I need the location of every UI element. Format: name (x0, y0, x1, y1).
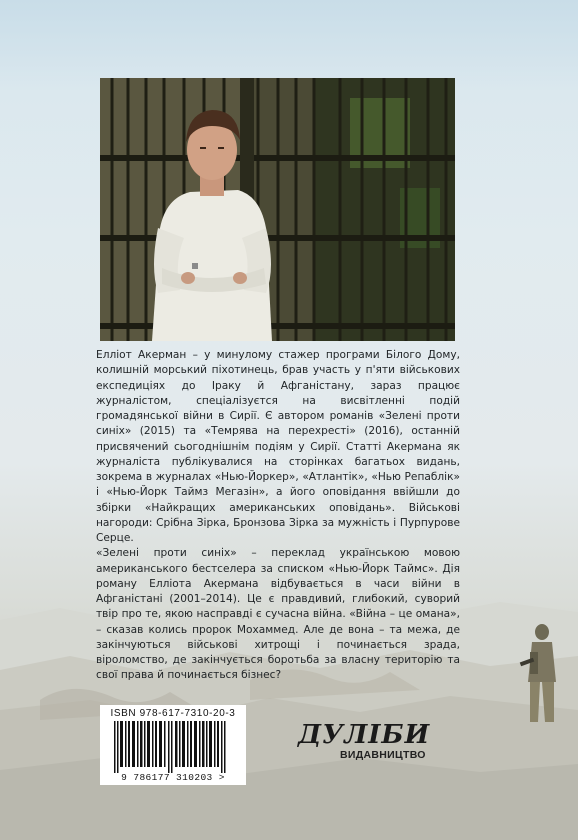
soldier-figure (512, 622, 562, 732)
bio-paragraph-book: «Зелені проти синіх» – переклад українською мовою американського бестселера за списком «Нью-Йорк Таймс». Дія роману Елліота Акермана відбувається в часи війни в Афганістані (2001–2014). Це є правдивий, глибокий, суворий твір про те, якою насправді є сучасна війна. «Війна – це омана», – сказав колись пророк Мохаммед. Але де вона – та межа, де закінчуються військові хитрощі і починається зрада, віроломство, де закінчується боротьба за власну територію та свої права й починається бізнес? (96, 547, 460, 682)
sky-haze (0, 0, 578, 90)
publisher-name: ДУЛІБИ (298, 720, 431, 750)
author-bio (96, 348, 460, 684)
publisher-subtitle: ВИДАВНИЦТВО (340, 749, 426, 761)
barcode-digits: 9 786177 310203 > (121, 772, 225, 783)
publisher-logo (298, 720, 431, 770)
bio-paragraph-author: Елліот Акерман – у минулому стажер програми Білого Дому, колишній морський піхотинець, брав участь у п'яти військових експедиціях до Іраку й Афганістану, зараз працює журналістом, спеціалізуєтся на висвітленні подій громадянської війни в Сирії. Є автором романів «Зелені проти синіх» (2015) та «Темрява на перехресті» (2016), останній присвячений сьогоднішнім подіям у Сирії. Статті Акермана як журналіста публікувалися на сторінках багатьох видань, зокрема в журналах «Нью-Йоркер», «Атлантік», «Нью Репаблік» і «Нью-Йорк Таймз Мегазін», а його оповідання ввійшли до збірки «Найкращих американських оповідань». Військові нагороди: Срібна Зірка, Бронзова Зірка за мужність і Пурпурове Серце. (96, 349, 460, 544)
isbn-barcode-box (100, 705, 246, 785)
isbn-label: ISBN 978-617-7310-20-3 (110, 708, 236, 719)
author-photo (100, 78, 455, 341)
barcode-icon (108, 721, 238, 773)
